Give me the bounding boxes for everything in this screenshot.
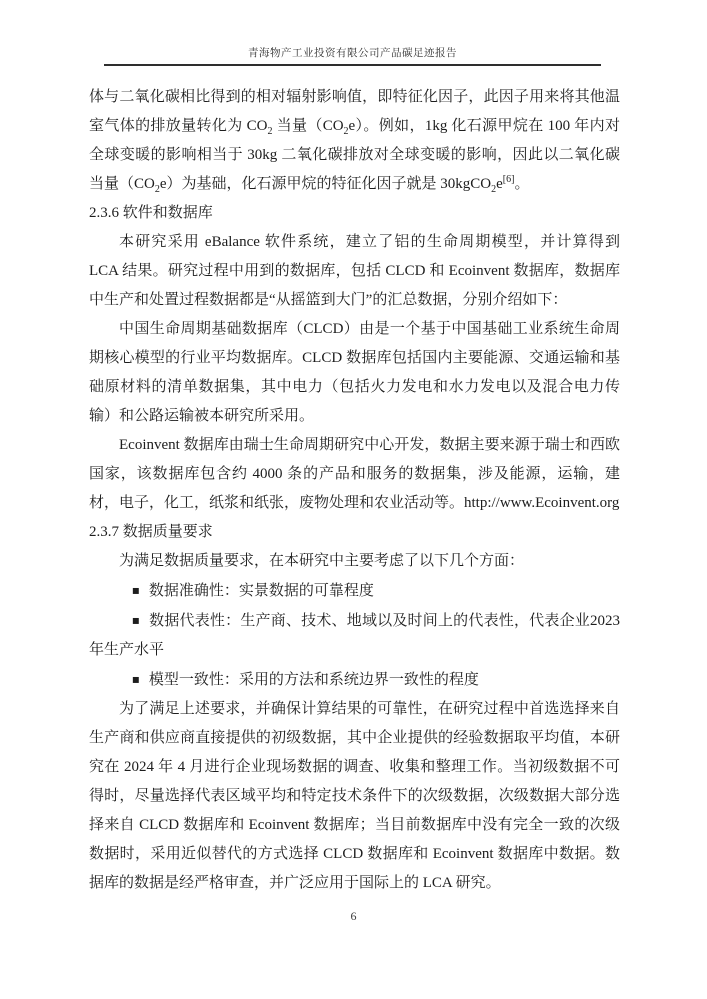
page-header (104, 45, 601, 66)
section-heading-software-database: 2.3.6 软件和数据库 (89, 205, 213, 221)
bullet-item-model-consistency (89, 665, 620, 695)
paragraph-quality-intro: 为满足数据质量要求，在本研究中主要考虑了以下几个方面： (119, 553, 525, 569)
header-title: 青海物产工业投资有限公司产品碳足迹报告 (248, 48, 457, 59)
page-footer (0, 909, 707, 924)
bullet-square-icon: ▪ (131, 583, 140, 597)
bullet-square-icon: ▪ (131, 613, 141, 627)
bullet-item-data-accuracy (89, 576, 620, 606)
paragraph-ecoinvent: Ecoinvent 数据库由瑞士生命周期研究中心开发，数据主要来源于瑞士和西欧国家，该数据库包含约 4000 条的产品和服务的数据集，涉及能源，运输，建材，电子，化工，纸浆和纸张，废物处理和农业活动等。http://www.Ecoinvent.org (89, 437, 620, 511)
bullet-square-icon: ▪ (131, 672, 140, 686)
page-number: 6 (350, 909, 357, 923)
bullet-text-data-accuracy: 数据准确性：实景数据的可靠程度 (148, 583, 374, 599)
bullet-item-data-representativeness (89, 606, 620, 665)
document-body (89, 83, 620, 898)
paragraph-data-selection: 为了满足上述要求，并确保计算结果的可靠性，在研究过程中首选选择来自生产商和供应商直接提供的初级数据，其中企业提供的经验数据取平均值，本研究在 2024 年 4 月进行企业现场数据的调查、收集和整理工作。当初级数据不可得时，尽量选择代表区域平均和特定技术条件下的次级数据，次级数据大部分选择来自 CLCD 数据库和 Ecoinvent 数据库；当目前数据库中没有完全一致的次级数据时，采用近似替代的方式选择 CLCD 数据库和 Ecoinvent 数据库中数据。数据库的数据是经严格审查，并广泛应用于国际上的 LCA 研究。 (89, 701, 620, 891)
paragraph-characterization-factor: 体与二氧化碳相比得到的相对辐射影响值，即特征化因子，此因子用来将其他温室气体的排放量转化为 $CO_2$ 当量$(CO_2e)$。例如，1kg 化石源甲烷在 100 年内对全球变暖的影响相当于 30kg 二氧化碳排放对全球变暖的影响，因此以二氧化碳当量$(CO_2e)$为基础，化石源甲烷的特征化因子就是 30kgCO$_2$e[6]。 (89, 89, 620, 195)
paragraph-clcd: 中国生命周期基础数据库（CLCD）由是一个基于中国基础工业系统生命周期核心模型的行业平均数据库。CLCD 数据库包括国内主要能源、交通运输和基础原材料的清单数据集，其中电力（包括火力发电和水力发电以及混合电力传输）和公路运输被本研究所采用。 (89, 321, 620, 424)
bullet-text-model-consistency: 模型一致性：采用的方法和系统边界一致性的程度 (148, 672, 479, 688)
paragraph-ebalance: 本研究采用 eBalance 软件系统，建立了铝的生命周期模型，并计算得到 LCA 结果。研究过程中用到的数据库，包括 CLCD 和 Ecoinvent 数据库，数据库中生产和处置过程数据都是“从摇篮到大门”的汇总数据，分别介绍如下： (89, 234, 620, 308)
bullet-text-data-representativeness: 数据代表性：生产商、技术、地域以及时间上的代表性，代表企业2023年生产水平 (89, 613, 620, 658)
section-heading-data-quality: 2.3.7 数据质量要求 (89, 524, 213, 540)
